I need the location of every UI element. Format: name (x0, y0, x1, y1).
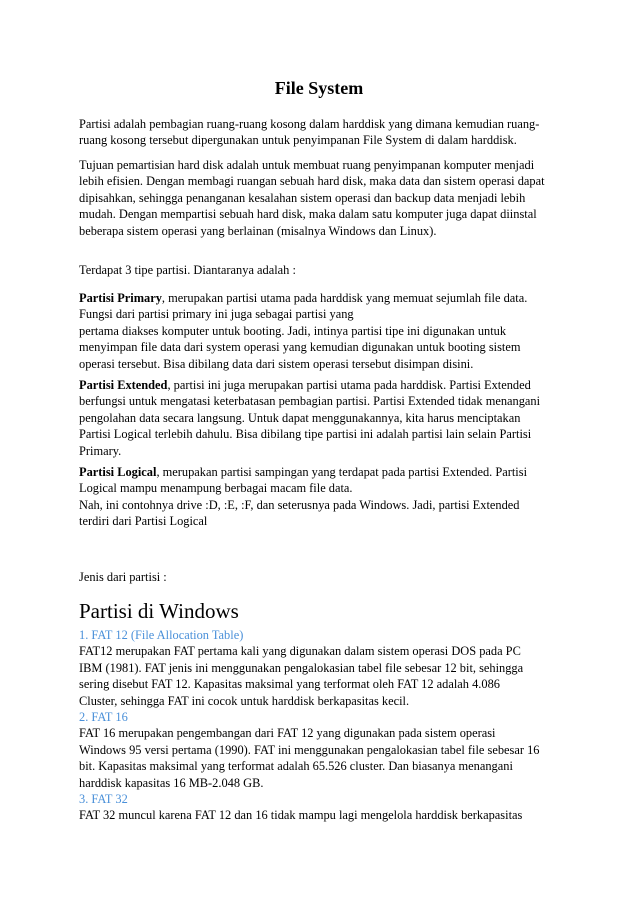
paragraph-jenis (79, 569, 561, 585)
text-line: Nah, ini contohnya drive :D, :E, :F, dan seterusnya pada Windows. Jadi, partisi Extended (79, 497, 520, 512)
text-line: FAT 32 muncul karena FAT 12 dan 16 tidak mampu lagi mengelola harddisk berkapasitas (79, 808, 523, 823)
text-line: menyimpan file data dari system operasi yang kemudian digunakan untuk booting sistem (79, 340, 521, 355)
text-line: Primary. (79, 443, 122, 458)
fat16-heading: 2. FAT 16 (79, 710, 128, 725)
text-line (79, 377, 561, 393)
paragraph-purpose (79, 157, 561, 239)
text-line: pengolahan data secara langsung. Untuk dapat menggunakannya, kita harus menciptakan (79, 410, 521, 425)
text-line: dipisahkan, sehingga penanganan kesalahan sistem operasi dan backup data menjadi lebih (79, 190, 526, 205)
section-extended (79, 377, 561, 459)
text-line: Tujuan pemartisian hard disk adalah untuk membuat ruang penyimpanan komputer menjadi (79, 158, 535, 172)
text-line: mudah. Dengan mempartisi sebuah hard disk, maka dalam satu komputer juga dapat diinstal (79, 207, 537, 222)
text-line: FAT12 merupakan FAT pertama kali yang digunakan dalam sistem operasi DOS pada PC (79, 644, 521, 659)
text-line: operasi tersebut. Bisa dibilang data dari sistem operasi tersebut disimpan disini. (79, 356, 474, 371)
text-line: ruang kosong tersebut dipergunakan untuk penyimpanan File System di dalam harddisk. (79, 133, 517, 148)
text-line: terdiri dari Partisi Logical (79, 514, 208, 529)
text-line: harddisk kapasitas 16 MB-2.048 GB. (79, 775, 264, 790)
term-logical: Partisi Logical (79, 465, 157, 479)
text-line: Partisi Logical terlebih dahulu. Bisa dibilang tipe partisi ini adalah partisi lain selain Partisi (79, 427, 532, 442)
text-line: Fungsi dari partisi primary ini juga sebagai partisi yang (79, 307, 354, 322)
section-logical (79, 464, 561, 530)
text-line: bit. Kapasitas maksimal yang terformat adalah 65.526 cluster. Dan biasanya menangani (79, 759, 513, 774)
fat32-heading: 3. FAT 32 (79, 792, 128, 807)
text-line (79, 290, 561, 306)
section-heading-windows: Partisi di Windows (79, 599, 239, 623)
text-line (79, 464, 561, 480)
term-description: , merupakan partisi utama pada harddisk yang memuat sejumlah file data. (161, 291, 528, 305)
section-fat (79, 627, 561, 824)
fat12-heading: 1. FAT 12 (File Allocation Table) (79, 628, 244, 642)
text-line: sering disebut FAT 12. Kapasitas maksimal yang terformat oleh FAT 12 adalah 4.086 (79, 677, 500, 692)
term-description: , partisi ini juga merupakan partisi utama pada harddisk. Partisi Extended (167, 378, 531, 392)
text-line: IBM (1981). FAT jenis ini menggunakan pengalokasian tabel file sebesar 12 bit, sehingga (79, 660, 524, 675)
text-line: Cluster, sehingga FAT ini cocok untuk harddisk berkapasitas kecil. (79, 693, 410, 708)
text-line: Terdapat 3 tipe partisi. Diantaranya adalah : (79, 263, 296, 277)
page-title: File System (274, 78, 364, 98)
text-line: FAT 16 merupakan pengembangan dari FAT 12 yang digunakan pada sistem operasi (79, 726, 496, 741)
text-line: pertama diakses komputer untuk booting. Jadi, intinya partisi tipe ini digunakan untuk (79, 323, 507, 338)
term-description: , merupakan partisi sampingan yang terdapat pada partisi Extended. Partisi (156, 465, 528, 479)
text-line: Jenis dari partisi : (79, 570, 167, 584)
text-line: Windows 95 versi pertama (1990). FAT ini menggunakan pengalokasian tabel file sebesar 16 (79, 742, 540, 757)
section-primary (79, 290, 561, 372)
paragraph-partition-types (79, 262, 561, 278)
text-line: lebih efisien. Dengan membagi ruangan sebuah hard disk, maka data dan sistem operasi dapat (79, 174, 545, 189)
text-line: Partisi adalah pembagian ruang-ruang kosong dalam harddisk yang dimana kemudian ruang- (79, 117, 540, 131)
text-line: berfungsi untuk mengatasi keterbatasan pembagian partisi. Partisi Extended tidak menangani (79, 394, 541, 409)
paragraph-definition (79, 116, 561, 149)
text-line: Logical mampu menampung berbagai macam file data. (79, 481, 353, 496)
term-extended: Partisi Extended (79, 378, 168, 392)
term-primary: Partisi Primary (79, 291, 162, 305)
text-line: beberapa sistem operasi yang berlainan (misalnya Windows dan Linux). (79, 223, 437, 238)
